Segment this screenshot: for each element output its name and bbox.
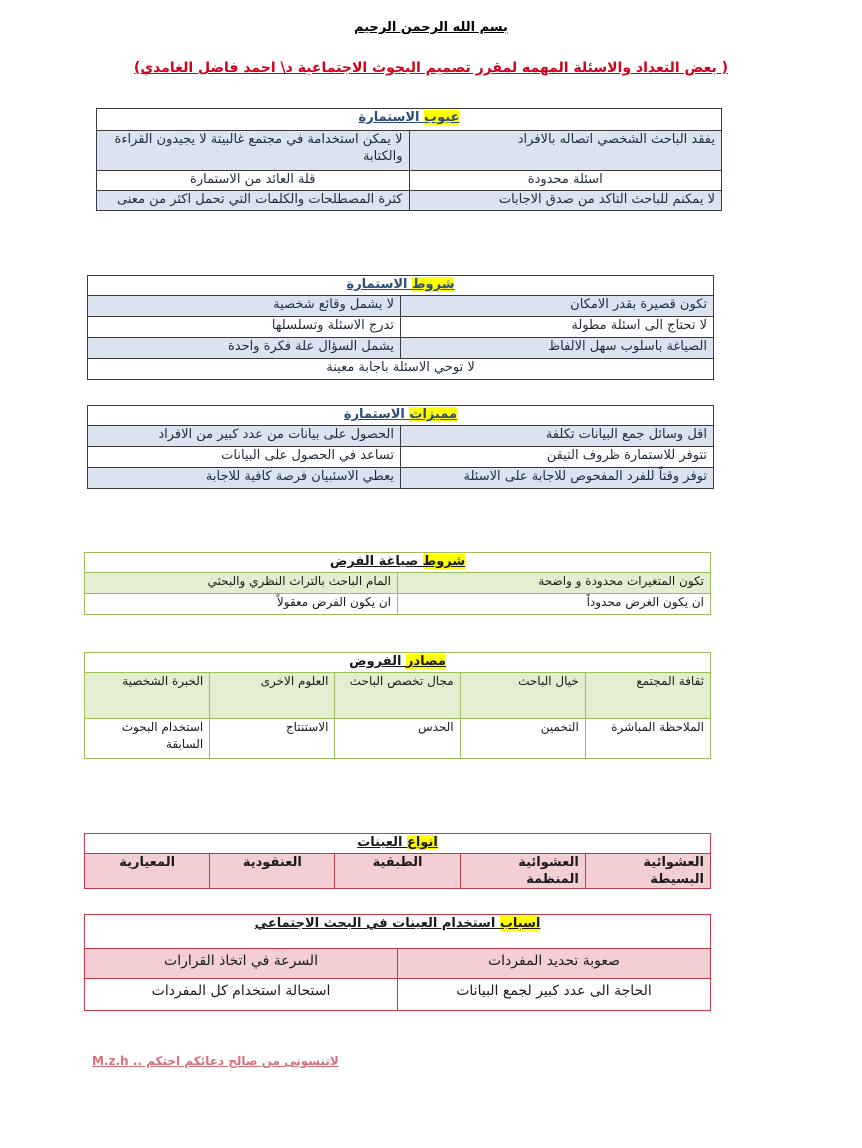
table-cell: اسئلة محدودة [409, 171, 722, 191]
table-cell: الملاحظة المباشرة [585, 719, 710, 759]
table-cell: لا توحي الاسئلة باجابة معينة [88, 359, 714, 380]
questionnaire-disadvantages-table [96, 108, 722, 211]
table-cell: استحالة استخدام كل المفردات [85, 979, 398, 1011]
table-cell: تساعد في الحصول على البيانات [88, 447, 401, 468]
table-cell: ان يكون الغرض محدوداً [398, 594, 711, 615]
table-cell: يفقد الباحث الشخصي اتصاله بالافراد [409, 131, 722, 171]
table-cell: الطبقية [335, 854, 460, 889]
table-cell: العنقودية [210, 854, 335, 889]
table-cell: اقل وسائل جمع البيانات تكلفة [401, 426, 714, 447]
table-title: انواع العينات [85, 834, 711, 854]
table-cell: السرعة في اتخاذ القرارات [85, 949, 398, 979]
table-cell: الحدس [335, 719, 460, 759]
table-cell: العشوائية البسيطة [585, 854, 710, 889]
table-cell: الحصول على بيانات من عدد كبير من الافراد [88, 426, 401, 447]
table-title: مميزات الاستمارة [88, 406, 714, 426]
table-cell: الاستنتاج [210, 719, 335, 759]
document-subtitle: ( بعض التعداد والاسئلة المهمه لمقرر تصميم البحوث الاجتماعية د\ احمد فاضل الغامدي) [133, 60, 729, 76]
table-cell: المعيارية [85, 854, 210, 889]
hypothesis-sources-table [84, 652, 711, 759]
table-title: مصادر الفروض [85, 653, 711, 673]
table-cell: لا تحتاج الى اسئلة مطولة [401, 317, 714, 338]
table-cell: لا يمكن استخدامة في مجتمع غالبيتة لا يجيدون القراءة والكتابة [97, 131, 410, 171]
table-title: اسباب استخدام العينات في البحث الاجتماعي [85, 915, 711, 949]
table-cell: يعطي الاسئبيان فرصة كافية للاجابة [88, 468, 401, 489]
table-cell: تتوفر للاستمارة ظروف التيقن [401, 447, 714, 468]
footer-signature: لاتنسونى من صالح دعائكم احتكم .. M.z.h [92, 1054, 339, 1068]
table-cell: تكون المتغيرات محدودة و واضحة [398, 573, 711, 594]
table-cell: مجال تخصص الباحث [335, 673, 460, 719]
questionnaire-advantages-table [87, 405, 714, 489]
table-cell: العشوائية المنظمة [460, 854, 585, 889]
table-cell: لا يشمل وقائع شخصية [88, 296, 401, 317]
table-cell: ثقافة المجتمع [585, 673, 710, 719]
table-cell: خيال الباحث [460, 673, 585, 719]
table-cell: العلوم الاخرى [210, 673, 335, 719]
table-cell: تدرج الاسئلة وتسلسلها [88, 317, 401, 338]
table-cell: قلة العائد من الاستمارة [97, 171, 410, 191]
table-cell: لا يمكنم للباحث التاكد من صدق الاجابات [409, 191, 722, 211]
table-cell: يشمل السؤال علة فكرة واحدة [88, 338, 401, 359]
table-title: شروط الاستمارة [88, 276, 714, 296]
table-cell: الحاجة الى عدد كبير لجمع البيانات [398, 979, 711, 1011]
table-title: شروط صياغة الفرض [85, 553, 711, 573]
sample-types-table [84, 833, 711, 889]
table-cell: التخمين [460, 719, 585, 759]
table-title: عيوب الاستمارة [97, 109, 722, 131]
table-cell: المام الباحث بالتراث النظري والبحثي [85, 573, 398, 594]
table-cell: توفر وقتاً للفرد المفحوص للاجابة على الاسئلة [401, 468, 714, 489]
table-cell: استخدام البحوث السابقة [85, 719, 210, 759]
table-cell: كثرة المصطلحات والكلمات التي تحمل اكثر من معنى [97, 191, 410, 211]
sampling-reasons-table [84, 914, 711, 1011]
table-cell: ان يكون الفرض معقولاً [85, 594, 398, 615]
basmala: بسم الله الرحمن الرحيم [354, 20, 508, 35]
table-cell: صعوبة تحديد المفردات [398, 949, 711, 979]
hypothesis-conditions-table [84, 552, 711, 615]
table-cell: الخبرة الشخصية [85, 673, 210, 719]
table-cell: تكون قصيرة بقدر الامكان [401, 296, 714, 317]
table-cell: الصياغة باسلوب سهل الالفاظ [401, 338, 714, 359]
questionnaire-conditions-table [87, 275, 714, 380]
